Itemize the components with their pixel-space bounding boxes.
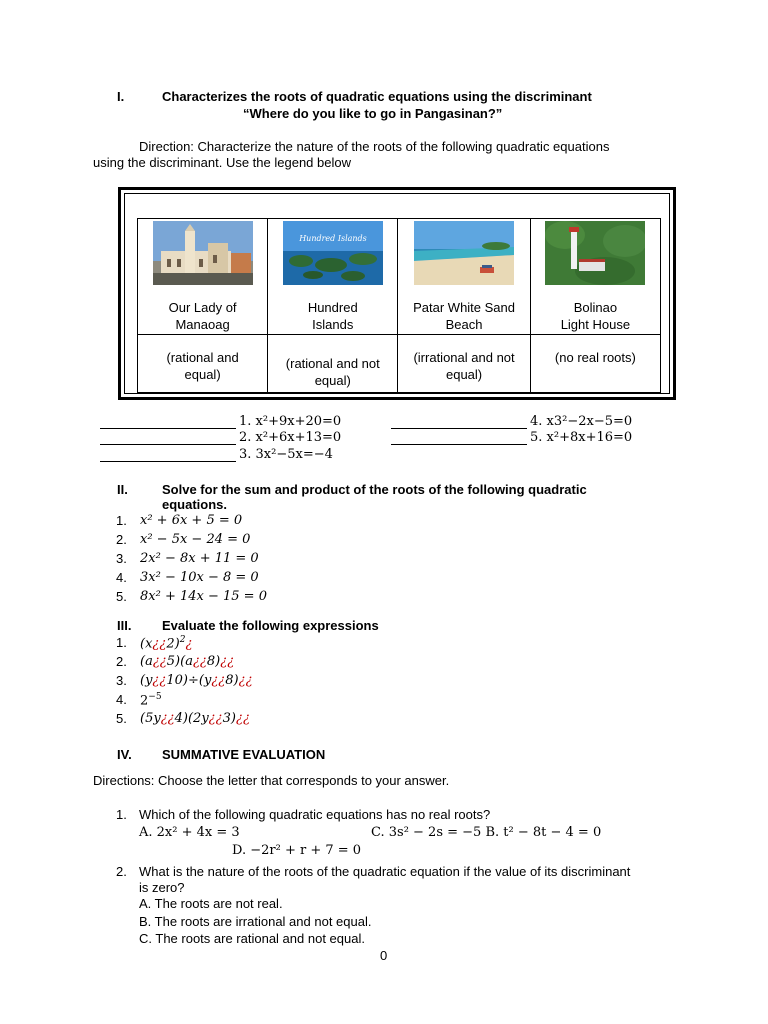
- legend-nature-cell: [398, 335, 530, 393]
- legend-nature: (no real roots): [554, 350, 636, 365]
- list-item: 2. (a¿¿5)(a¿¿8)¿¿: [116, 654, 235, 669]
- legend-place: Our Lady of: [168, 299, 237, 315]
- list-item: 5. (5y¿¿4)(2y¿¿3)¿¿: [116, 711, 250, 726]
- section3-title: Evaluate the following expressions: [162, 618, 379, 633]
- legend-table: [137, 218, 661, 393]
- hundred-islands-photo-caption: Hundred Islands: [298, 233, 367, 243]
- list-item: 5. 8x² + 14x − 15 = 0: [116, 589, 267, 604]
- q1-text: Which of the following quadratic equations has no real roots?: [139, 807, 491, 822]
- answer-line-3[interactable]: [100, 449, 236, 467]
- section2-title-line2: equations.: [162, 497, 228, 512]
- list-item: 4. 3x² − 10x − 8 = 0: [116, 570, 259, 585]
- expression: (5y¿¿4)(2y¿¿3)¿¿: [140, 711, 250, 726]
- expression: (x¿¿2)$^2$¿: [140, 635, 193, 652]
- section2-roman: II.: [117, 482, 128, 497]
- q2-number: 2.: [116, 864, 127, 879]
- section2-title-line1: Solve for the sum and product of the roots of the following quadratic: [162, 482, 587, 497]
- section4-directions: Directions: Choose the letter that corresponds to your answer.: [93, 773, 450, 788]
- list-item: 1. (x¿¿2)$^2$¿: [116, 635, 193, 652]
- legend-place: Hundred: [307, 299, 358, 315]
- legend-place: Manaoag: [175, 316, 230, 332]
- q2-text-line2: is zero?: [139, 880, 185, 895]
- q1-option-a[interactable]: A. 2x² + 4x = 3: [139, 825, 240, 840]
- legend-cell-hundred-islands: [268, 219, 398, 335]
- direction-line1: Direction: Characterize the nature of the roots of the following quadratic equations: [139, 139, 610, 154]
- expression: $2^{-5}$: [140, 692, 162, 709]
- q2-option-a[interactable]: A. The roots are not real.: [139, 896, 283, 911]
- page-number: 0: [380, 948, 388, 963]
- section2-list: [116, 513, 416, 608]
- legend-cell-bolinao-lighthouse: [530, 219, 660, 335]
- equation: 2x² − 8x + 11 = 0: [140, 551, 259, 566]
- list-item: 1. x² + 6x + 5 = 0: [116, 513, 243, 528]
- equation: 3x² − 10x − 8 = 0: [140, 570, 259, 585]
- legend-cell-manaoag: [138, 219, 268, 335]
- legend-nature: equal): [184, 367, 221, 382]
- item-1: 1. x²+9x+20=0: [239, 414, 342, 429]
- legend-nature: (rational and not: [285, 356, 380, 371]
- list-item: 4. $2^{-5}$: [116, 692, 162, 709]
- legend-nature: (rational and: [166, 350, 239, 365]
- answer-line-2[interactable]: [100, 432, 236, 450]
- answer-line-5[interactable]: [391, 432, 527, 450]
- list-item: 3. (y¿¿10)÷(y¿¿8)¿¿: [116, 673, 253, 688]
- item-5: 5. x²+8x+16=0: [530, 430, 633, 445]
- q1-option-d[interactable]: D. −2r² + r + 7 = 0: [232, 843, 362, 858]
- section1-roman: I.: [117, 89, 125, 104]
- manaoag-church-photo: [153, 221, 253, 285]
- legend-nature: (irrational and not: [413, 350, 515, 365]
- q2-text-line1: What is the nature of the roots of the quadratic equation if the value of its discriminant: [139, 864, 631, 879]
- list-item: 3. 2x² − 8x + 11 = 0: [116, 551, 259, 566]
- item-3: 3. 3x²−5x=−4: [239, 447, 333, 462]
- section4-title: SUMMATIVE EVALUATION: [162, 747, 326, 762]
- legend-place: Patar White Sand: [413, 299, 515, 315]
- legend-place: Beach: [445, 316, 483, 332]
- patar-beach-photo: [414, 221, 514, 285]
- direction-line2: using the discriminant. Use the legend below: [93, 155, 351, 170]
- legend-nature: equal): [445, 367, 483, 382]
- q2-option-b[interactable]: B. The roots are irrational and not equal.: [139, 914, 372, 929]
- equation: 8x² + 14x − 15 = 0: [140, 589, 267, 604]
- item-4: 4. x3²−2x−5=0: [530, 414, 633, 429]
- legend-nature-cell: [268, 335, 398, 393]
- section4-roman: IV.: [117, 747, 132, 762]
- equation: x² − 5x − 24 = 0: [140, 532, 251, 547]
- legend-nature-cell: [530, 335, 660, 393]
- q2-option-c[interactable]: C. The roots are rational and not equal.: [139, 931, 365, 946]
- bolinao-lighthouse-photo: [545, 221, 645, 285]
- q1-option-c[interactable]: C. 3s² − 2s = −5 B. t² − 8t − 4 = 0: [371, 825, 602, 840]
- legend-cell-patar-beach: [398, 219, 530, 335]
- equation: x² + 6x + 5 = 0: [140, 513, 243, 528]
- section3-roman: III.: [117, 618, 132, 633]
- legend-place: Bolinao: [573, 299, 618, 315]
- section1-title: Characterizes the roots of quadratic equations using the discriminant: [162, 89, 592, 104]
- expression: (a¿¿5)(a¿¿8)¿¿: [140, 654, 235, 669]
- legend-nature-cell: [138, 335, 268, 393]
- section1-subtitle: “Where do you like to go in Pangasinan?”: [243, 106, 503, 121]
- legend-place: Light House: [560, 316, 631, 332]
- legend-nature: equal): [314, 373, 351, 388]
- list-item: 2. x² − 5x − 24 = 0: [116, 532, 251, 547]
- expression: (y¿¿10)÷(y¿¿8)¿¿: [140, 673, 253, 688]
- section3-list: [116, 635, 416, 730]
- item-2: 2. x²+6x+13=0: [239, 430, 342, 445]
- hundred-islands-photo: [283, 221, 383, 285]
- q1-number: 1.: [116, 807, 127, 822]
- legend-place: Islands: [312, 316, 354, 332]
